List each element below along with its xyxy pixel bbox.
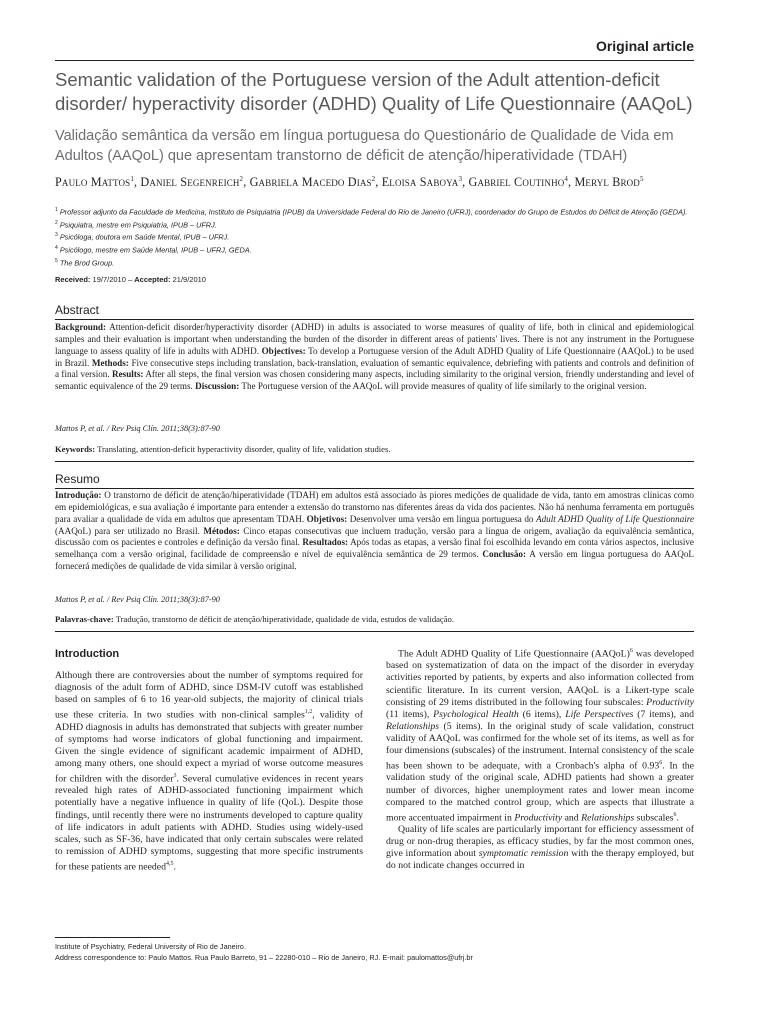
- affiliation-item: [55, 230, 705, 243]
- resumo-introducao-text: O transtorno de déficit de atenção/hiperatividade (TDAH) em adultos está associado às piores medições de qualidade de vida, tanto em amostras clínicas como em epidemiológicas, e sua avaliação é importante para entender a extensão do transtorno nas diferentes áreas da vida dos pacientes. Não há nenhuma ferramenta em português para avaliar a qualidade de vida em adultos que apresentam TDAH.: [55, 490, 694, 524]
- intro-text: and: [562, 811, 582, 823]
- intro-text: . Several cumulative evidences in recent years revealed high rates of ADHD-associated functioning impairment which potentially have a negative influence in quality of life (QoL). Despite those findings, until recently there were no instruments developed to capture quality of life indicators in adult patients with ADHD. Studies using widely-used scales, such as SF-36, have indicated that only certain subscales were related to remission of ADHD symptoms, suggesting that more specific instruments for these patients are needed: [55, 773, 363, 873]
- author-separator: ,: [462, 175, 469, 190]
- resumo-body: [55, 490, 694, 573]
- citation-ref: 6: [629, 648, 633, 654]
- author-affiliation-number: 1: [130, 175, 134, 183]
- abstract-background-text: Attention-deficit disorder/hyperactivity disorder (ADHD) in adults is associated to worse measures of quality of life, both in clinical and epidemiological samples and their evaluation is important when understanding the burden of the disorder in different areas of patients' lives. There is not any instrument in the Portuguese language to assess quality of life in adults with ADHD.: [55, 322, 694, 356]
- footnote-correspondence: Address correspondence to: Paulo Mattos. Rua Paulo Barreto, 91 – 22280-010 – Rio de Janeiro, RJ. E-mail: paulomattos@ufrj.br: [55, 953, 473, 962]
- intro-text: was developed based on systematization of data on the impact of the disorder in everyday activities reported by patients, by experts and also information collected from scientific literature. In its current version, AAQoL is a Likert-type scale consisting of 29 items distributed in the following four subscales:: [386, 648, 695, 708]
- intro-text: .: [676, 811, 679, 823]
- abstract-keywords: [55, 444, 390, 454]
- citation-ref: 4,5: [166, 860, 174, 867]
- abstract-end-divider: [55, 461, 694, 462]
- intro-paragraph: [386, 645, 694, 824]
- resumo-introducao-label: Introdução:: [55, 490, 102, 500]
- subscale-name: Life Perspectives: [565, 708, 634, 720]
- abstract-objectives-label: Objectives:: [261, 345, 306, 356]
- resumo-objetivos-text: Desenvolver uma versão em língua portuguesa do: [347, 513, 536, 524]
- subscale-name: Productivity: [514, 811, 563, 823]
- affiliation-text: Psicólogo, mestre em Saúde Mental, IPUB – UFRJ, GEDA.: [59, 245, 252, 255]
- citation-ref: 6: [673, 811, 677, 818]
- abstract-background-label: Background:: [55, 322, 107, 332]
- author-name: Eloisa Saboya: [381, 175, 459, 190]
- palavras-chave-text: Tradução, transtorno de déficit de atenção/hiperatividade, qualidade de vida, estudos de validação.: [113, 614, 455, 624]
- abstract-divider: [55, 319, 694, 320]
- introduction-right-column: [386, 645, 694, 872]
- abstract-methods-label: Methods:: [91, 357, 129, 368]
- citation-ref: 3: [173, 773, 177, 779]
- author-affiliation-number: 4: [564, 175, 569, 183]
- resumo-heading: Resumo: [55, 472, 100, 486]
- intro-text: with the therapy employed, but do not indicate changes occurred in: [386, 848, 695, 872]
- resumo-end-divider: [55, 631, 694, 632]
- subscale-name: Relationships: [386, 720, 440, 732]
- section-label: Original article: [595, 38, 694, 54]
- accepted-date: 21/9/2010: [172, 275, 206, 284]
- emphasis-text: symptomatic remission: [478, 848, 569, 860]
- resumo-citation: Mattos P, et al. / Rev Psiq Clín. 2011;38(3):87-90: [55, 595, 220, 604]
- abstract-body: [55, 322, 694, 393]
- author-name: Gabriela Macedo Dias: [249, 175, 372, 190]
- author-affiliation-number: 2: [239, 175, 244, 183]
- abstract-discussion-label: Discussion:: [195, 381, 240, 392]
- resumo-divider: [55, 488, 694, 489]
- affiliation-item: [55, 218, 705, 231]
- subscale-name: Psychological Health: [433, 708, 519, 720]
- resumo-keywords: [55, 614, 454, 624]
- affiliation-text: Psiquiatra, mestre em Psiquiatria, IPUB – UFRJ.: [59, 220, 217, 230]
- abstract-heading: Abstract: [55, 303, 100, 317]
- intro-text: (7 items), and: [633, 708, 694, 720]
- palavras-chave-label: Palavras-chave:: [55, 614, 114, 624]
- author-name: Paulo Mattos: [55, 175, 131, 190]
- intro-text: (6 items),: [518, 708, 566, 720]
- intro-text: The Adult ADHD Quality of Life Questionnaire (AAQoL): [398, 648, 630, 660]
- affiliation-number: 2: [55, 219, 58, 226]
- introduction-heading: Introduction: [55, 648, 120, 660]
- footnote-institution: Institute of Psychiatry, Federal University of Rio de Janeiro.: [55, 942, 246, 951]
- author-separator: ,: [375, 175, 382, 190]
- author-separator: ,: [243, 175, 250, 190]
- abstract-citation: Mattos P, et al. / Rev Psiq Clín. 2011;38(3):87-90: [55, 424, 220, 433]
- author-affiliation-number: 3: [458, 175, 463, 183]
- intro-text: Although there are controversies about the number of symptoms required for diagnosis of the adult form of ADHD, since DSM-IV cutoff was established based on samples of 6 to 16 year-old subjects, the majority of clinical trials use these criteria. In two studies with non-clinical samples: [55, 670, 363, 721]
- intro-text: , validity of ADHD diagnosis in adults has demonstrated that subjects with greater number of symptoms had worse indicators of global functioning and impairment. Given the single evidence of significant academic impairment of ADHD, among many others, one should expect a myriad of worse outcome measures for children with the disorder: [55, 709, 363, 785]
- affiliation-text: The Brod Group.: [59, 257, 115, 267]
- intro-text: subscales: [634, 811, 674, 823]
- intro-text: Quality of life scales are particularly important for efficiency assessment of drug or non-drug therapies, as efficacy studies, by far the most common ones, give information about: [386, 824, 694, 860]
- affiliation-number: 3: [55, 232, 58, 239]
- affiliation-item: [55, 205, 705, 218]
- subscale-name: Relationships: [581, 811, 635, 823]
- subscale-name: Productivity: [646, 696, 694, 708]
- author-name: Meryl Brod: [574, 175, 640, 190]
- author-separator: ,: [133, 175, 141, 190]
- author-affiliation-number: 5: [639, 175, 644, 183]
- resumo-metodos-label: Métodos:: [203, 525, 240, 536]
- resumo-resultados-label: Resultados:: [302, 537, 349, 548]
- affiliation-number: 1: [55, 207, 58, 213]
- affiliation-text: Professor adjunto da Faculdade de Medicina, Instituto de Psiquiatria (IPUB) da Universidade Federal do Rio de Janeiro (UFRJ), coordenador do Grupo de Estudos do Déficit de Atenção (GEDA).: [59, 207, 688, 217]
- intro-text: . In the validation study of the original scale, ADHD patients had shown a greater number of divorces, higher unemployment rates and lower mean income compared to the matched control group, which are aspects that illustrate a more accentuated impairment in: [386, 760, 694, 823]
- abstract-results-label: Results:: [112, 369, 144, 380]
- abstract-methods-text: Five consecutive steps including translation, back-translation, evaluation of semantic equivalence, debriefing with patients and controls and definition of a final version.: [55, 357, 694, 380]
- received-date: 19/7/2010: [92, 275, 126, 284]
- date-separator: –: [125, 275, 135, 284]
- resumo-conclusao-text: A versão em língua portuguesa do AAQoL fornecerá medições de qualidade de vida similar à versão original.: [55, 549, 694, 572]
- affiliation-text: Psicóloga, doutora em Saúde Mental, IPUB – UFRJ.: [59, 232, 230, 242]
- author-name: Daniel Segenreich: [140, 175, 240, 190]
- citation-ref: 6: [659, 760, 663, 767]
- keywords-label: Keywords:: [55, 444, 96, 454]
- affiliation-item: [55, 256, 705, 269]
- article-title-english: Semantic validation of the Portuguese version of the Adult attention-deficit disorder/ hyperactivity disorder (ADHD) Quality of Life Questionnaire (AAQoL): [55, 69, 693, 114]
- abstract-results-text: After all steps, the final version was chosen considering many aspects, including similarity to the original version, friendly understanding and level of semantic equivalence of the 29 terms.: [55, 369, 695, 392]
- abstract-discussion-text: The Portuguese version of the AAQoL will provide measures of quality of life similarly to the original version.: [239, 381, 647, 392]
- resumo-metodos-text: Cinco etapas consecutivas que incluem tradução, versão para a língua de origem, avaliação da equivalência semântica, discussão com os pacientes e controles e definição da versão final.: [55, 525, 694, 548]
- citation-ref: 1,2: [304, 709, 313, 716]
- affiliation-item: [55, 243, 705, 256]
- section-divider: [55, 60, 694, 61]
- keywords-text: Translating, attention-deficit hyperactivity disorder, quality of life, validation studies.: [95, 444, 391, 454]
- resumo-objetivos-label: Objetivos:: [306, 513, 348, 524]
- resumo-objetivos-after: (AAQoL) para ser utilizado no Brasil.: [55, 525, 204, 536]
- footnote-divider: [55, 937, 170, 938]
- intro-paragraph: [386, 824, 694, 872]
- resumo-resultados-text: Após todas as etapas, a versão final foi escolhida levando em conta vários aspectos, inclusive semelhança com a versão original, facilidade de compreensão e nível de equivalência semântica de 29 termos.: [55, 537, 694, 560]
- author-affiliation-number: 2: [371, 175, 376, 183]
- introduction-left-column: [55, 670, 363, 873]
- received-label: Received:: [55, 275, 91, 284]
- article-title-portuguese: Validação semântica da versão em língua portuguesa do Questionário de Qualidade de Vida em Adultos (AAQoL) que apresentam transtorno de déficit de atenção/hiperatividade (TDAH): [55, 128, 674, 164]
- footnotes: [55, 941, 473, 963]
- intro-text: (5 items). In the original study of scale validation, construct validity of AAQoL was confirmed for the whole set of its items, as well as for four dimensions (subscales) of the instrument. Internal consistency of the scale has been shown to be adequate, with a Cronbach's alpha of 0.93: [386, 720, 694, 772]
- accepted-label: Accepted:: [134, 275, 171, 284]
- resumo-conclusao-label: Conclusão:: [482, 549, 527, 560]
- intro-text: (11 items),: [386, 708, 434, 720]
- resumo-objetivos-italic: Adult ADHD Quality of Life Questionnaire: [536, 513, 695, 524]
- author-list: [55, 175, 705, 190]
- abstract-objectives-text: To develop a Portuguese version of the Adult ADHD Quality of Life Questionnaire (AAQoL) to be used in Brazil.: [55, 345, 694, 368]
- author-name: Gabriel Coutinho: [468, 175, 565, 190]
- affiliation-number: 5: [55, 257, 58, 264]
- intro-text: .: [173, 861, 176, 873]
- author-separator: ,: [568, 175, 575, 190]
- affiliation-number: 4: [55, 244, 58, 251]
- affiliation-list: [55, 205, 705, 268]
- submission-dates: [55, 275, 206, 284]
